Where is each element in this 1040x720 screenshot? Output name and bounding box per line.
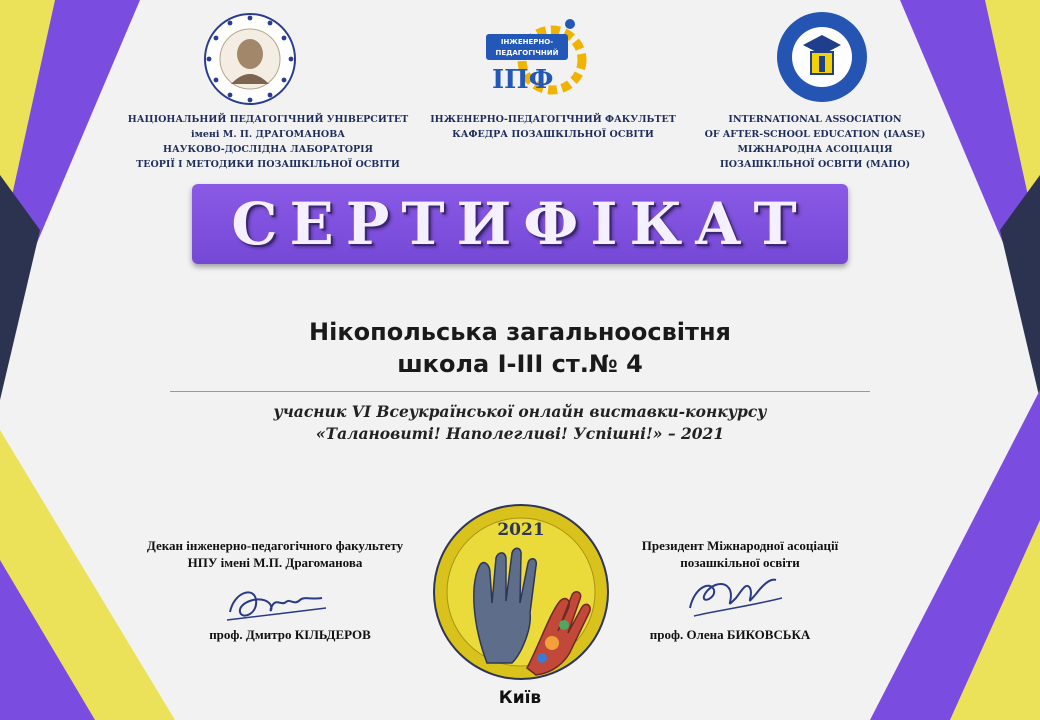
divider-line — [170, 391, 870, 392]
right-signatory-name: проф. Олена БИКОВСЬКА — [649, 627, 811, 642]
right-signatory-title-2: позашкільної освіти — [680, 555, 800, 570]
header-left-text — [118, 112, 418, 172]
left-signatory-title-2: НПУ імені М.П. Драгоманова — [187, 555, 363, 570]
faculty-logo — [478, 10, 600, 102]
university-logo — [203, 12, 297, 106]
contest-emblem — [432, 503, 610, 681]
right-signatory-title-1: Президент Міжнародної асоціації — [641, 538, 839, 553]
left-signatory-title-1: Декан інженерно-педагогічного факультету — [146, 538, 404, 553]
header-right-line: МІЖНАРОДНА АСОЦІАЦІЯ — [737, 144, 893, 155]
header-right-line: INTERNATIONAL ASSOCIATION — [728, 114, 902, 125]
header-left-line: ТЕОРІЇ І МЕТОДИКИ ПОЗАШКІЛЬНОЇ ОСВІТИ — [136, 159, 400, 170]
left-signatory-name: проф. Дмитро КІЛЬДЕРОВ — [209, 627, 371, 642]
header-right-line: ПОЗАШКІЛЬНОЇ ОСВІТИ (МАПО) — [719, 159, 911, 170]
header-right-line: OF AFTER-SCHOOL EDUCATION (IAASE) — [704, 129, 926, 140]
emblem-year: 2021 — [497, 520, 545, 540]
header-center-line: ІНЖЕНЕРНО-ПЕДАГОГІЧНИЙ ФАКУЛЬТЕТ — [430, 114, 676, 125]
header-left-line: імені М. П. ДРАГОМАНОВА — [191, 129, 345, 140]
recipient-line-2: школа І-ІІІ ст.№ 4 — [397, 350, 643, 378]
header-center-text — [408, 112, 698, 142]
svg-text:ПЕДАГОГІЧНИЙ: ПЕДАГОГІЧНИЙ — [495, 49, 559, 57]
title-banner — [192, 184, 848, 264]
svg-text:ІПФ: ІПФ — [492, 65, 554, 95]
header-right-text — [680, 112, 950, 172]
svg-text:ІНЖЕНЕРНО-: ІНЖЕНЕРНО- — [500, 38, 554, 46]
city: Київ — [498, 688, 542, 708]
recipient-line-1: Нікопольська загальноосвітня — [309, 318, 731, 346]
certificate-title: СЕРТИФІКАТ — [231, 190, 809, 258]
header-center-line: КАФЕДРА ПОЗАШКІЛЬНОЇ ОСВІТИ — [452, 129, 654, 140]
association-logo — [775, 10, 869, 104]
header-left-line: НАЦІОНАЛЬНИЙ ПЕДАГОГІЧНИЙ УНІВЕРСИТЕТ — [127, 114, 409, 125]
award-line-2: «Талановиті! Наполегливі! Успішні!» – 2021 — [315, 424, 725, 443]
award-line-1: учасник VІ Всеукраїнської онлайн виставки-конкурсу — [273, 402, 767, 421]
header-left-line: НАУКОВО-ДОСЛІДНА ЛАБОРАТОРІЯ — [163, 144, 373, 155]
right-signature — [680, 568, 790, 626]
left-signature — [222, 580, 332, 630]
